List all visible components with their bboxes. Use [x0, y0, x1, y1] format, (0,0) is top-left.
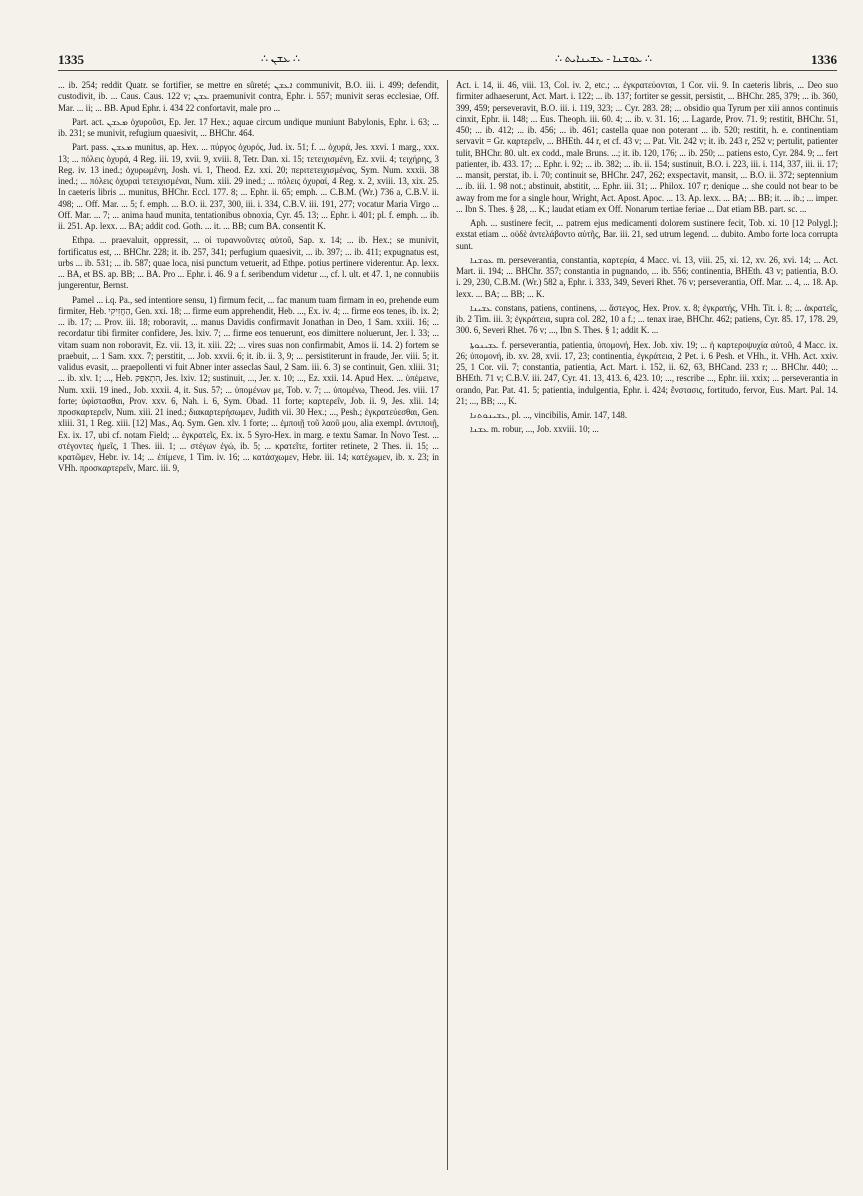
running-head-left: ∴ ܥܫܢ ∴: [261, 53, 301, 65]
page-number-right: 1336: [811, 52, 837, 67]
entry-paragraph: Pamel ... i.q. Pa., sed intentiore sensu, 1) firmum fecit, ... fac manum tuam firmam in eo, prehende eum firmiter, Heb. הַחֲזִיקִי, Gen. xxi. 18; ... firme eum apprehendit, Heb. ..., Ex. iv. 4; ... firme eos tenes, ib. ix. 2; ... ib. 17; ... Prov. iii. 18; roboravit, ... manus Davidis confirmavit Jonathan in Deo, 1 Sam. xxiii. 16; ... recordatur tibi firmiter confidere, Jes. lxiv. 7; ... firme eos tenuerunt, eos dimittere noluerunt, Jer. l. 33; ... vitam suam non roboravit, Ez. vii. 13, it. xiii. 22; ... vires suas non confirmabit, Amos ii. 14. 2) fortem se praebuit, ... 1 Sam. xxx. 7; perstitit, ... Job. xxvii. 6; it. ib. ii. 3, 9; ... persistiterunt in fraude, Jer. viii. 5; it. validus evasit, ... praepollenti vi fuit Abner inter asseclas Saul, 2 Sam. iii. 6. 3) se continuit, Gen. xliii. 31; ... ib. xlv. 1; ..., Heb. הִתְאַפַּק, Jes. lxiv. 12; sustinuit, ..., Jer. x. 10; ..., Ez. xxii. 14. Apud Hex. ... ὑπέμεινε, Num. xxii. 19 ined., Job. xxxii. 4, it. Sus. 57; ... ὑπομένων με, Tob. v. 7; ... ὑπομένω, Theod. Jes. viii. 17 forte; ὑφίστασθαι, Prov. xxv. 6, Nah. i. 6, Sym. Obad. 11 forte; καρτερεῖν, Job. ii. 9, Jes. xlii. 14; προσκαρτερεῖν, Num. xiii. 21 ined.; διακαρτερήσωμεν, Judith vii. 30 Hex.; ..., Pesh.; ἐγκρατεύεσθαι, Gen. xliii. 31, 1 Reg. xiii. [12] Mas., Aq. Sym. Gen. xlv. 1 forte; ... ἐμποιῇ τοῦ λαοῦ μου, alia exempl. ἀντιποιῇ, Ex. ix. 17, ubi cf. notam Field; ... ἐγκρατεῖς, Ex. ix. 5 Syro-Hex. in marg. e textu Samar. In Novo Test. ... στέγοντες ἡμεῖς, 1 Thes. iii. 1; ... στέγων ἐγώ, ib. 5; ... κρατεῖτε, fortiter retinete, 2 Thes. ii. 15; ... κρατῶμεν, Hebr. iv. 14; ... ἐπίμενε, 1 Tim. iv. 16; ... κατάσχωμεν, Hebr. iii. 14; κατέχωμεν, ib. x. 23; in VHh. προσκαρτερεῖν, Marc. iii. 9,: [58, 294, 439, 474]
running-head-right: ∴ ܥܘܫܢܐ - ܥܫܝܢܐܝܬ ∴: [555, 53, 652, 65]
left-column: [58, 80, 439, 1180]
entry-paragraph: ܥܫܝܢܘܬܢܐ, pl. ..., vincibilis, Amir. 147, 148.: [470, 410, 628, 420]
entry-paragraph: Aph. ... sustinere fecit, ... patrem ejus medicamenti dolorem sustinere fecit, Tob. xi. 10 [12 Polygl.]; exstat etiam ... οὐδὲ ἀντελάβοντο αὐτῆς, Bar. iii. 21, sed utrum legend. ... dubito. Ambo forte loca corrupta sunt.: [456, 218, 838, 251]
entry-paragraph: ܥܫܝܢܐ constans, patiens, continens, ... ἄστεγος, Hex. Prov. x. 8; ἐγκρατής, VHh. Tit. i. 8; ... ἀκρατεῖς, ib. 2 Tim. iii. 3; ἐγκράτεια, supra col. 282, 10 a f.; ... tenax irae, BHChr. 462; patiens, Cyr. 85. 17, 178. 29, 300. 6, Severi Rhet. 76 v; ..., Ibn S. Thes. § 1; addit K. ...: [456, 302, 838, 336]
column-divider: [447, 80, 448, 1170]
header-rule: [58, 70, 837, 71]
entry-paragraph: ܥܫܢܐ m. robur, ..., Job. xxviii. 10; ...: [470, 424, 599, 435]
page-number-left: 1335: [58, 52, 84, 67]
entry-paragraph: ܥܘܫܢܐ m. perseverantia, constantia, καρτερία, 4 Macc. vi. 13, viii. 25, xi. 12, xv. 26, xvi. 14; ... Act. Mart. ii. 194; ... BHChr. 357; constantia in pugnando, ... ib. 556; continentia, BHEth. 43 v; patientia, B.O. i. 29, 230, C.B.M. (Wr.) 582 a, Ephr. i. 333, 349, Severi Rhet. 76 v; perseverantia, Off. Mar. ... 4, ... 18. Ap. lexx. ... BA; ... BB; ... K.: [456, 254, 838, 299]
entry-paragraph: Part. act. ܡܥܫܢ ὀχυροῦσι, Ep. Jer. 17 Hex.; aquae circum undique muniunt Babylonis, Ephr. i. 63; ... ib. 231; se munivit, refugium quaesivit, ... BHChr. 464.: [58, 116, 439, 138]
entry-paragraph: Part. pass. ܡܥܫܢ munitus, ap. Hex. ... πύργος ὀχυρός, Jud. ix. 51; f. ... ὀχυρά, Jes. xxvi. 1 marg., xxx. 13; ... πόλεις ὀχυρά, 4 Reg. iii. 19, xvii. 9, xviii. 8, Tetr. Dan. xi. 15; τετειχισμένη, Ez. xvii. 4; τειχήρης, 3 Reg. iv. 13 ined.; ὀχυρωμένη, Josh. vi. 1, Theod. Ez. xxi. 20; περιτετειχισμένας, Sym. Num. xxxii. 38 ined.; ... πόλεις ὀχυραὶ τετειχισμέναι, Num. xiii. 29 ined.; ... πόλεις ὀχυραί, 4 Reg. x. 2, xviii. 13, xix. 25. In caeteris libris ... munitus, BHChr. Eccl. 177. 8; ... Ephr. ii. 65; emph. ... C.B.M. (Wr.) 736 a, C.B.V. ii. 498; ... Off. Mar. ... 5; f. emph. ... B.O. ii. 237, 300, iii. i. 334, C.B.V. iii. 191, 277; vocatur Maria Virgo ... Off. Mar. ... 7; ... anima haud munita, tentationibus obnoxia, Cyr. 45. 13; ... Ephr. i. 401; pl. f. emph. ... ib. ii. 251. Ap. lexx. ... BA; addit cod. Goth. ... it. ... BB; cum BA. consentit K.: [58, 142, 439, 231]
right-column: [456, 80, 838, 1180]
entry-paragraph: Act. i. 14, ii. 46, viii. 13, Col. iv. 2, etc.; ... ἐγκρατεύονται, 1 Cor. vii. 9. In caeteris libris, ... Deo suo firmiter adhaeserunt, Act. Mart. i. 122; ... ib. 137; fortiter se gessit, persistit, ... BHChr. 285, 379; ... ib. 360, 399, 459; perseveravit, B.O. iii. i. 119, 323; ... Cyr. 283. 28; ... obsidio qua Tyrum per xiii annos continuis cinxit, Ephr. ii. 148; ... Eus. Theoph. iii. 60. 4; ... ib. v. 31. 16; ... Lagarde, Prov. 71. 9; restitit, BHChr. 51, 450; ... ib. 412; ... ib. 456; ... ib. 461; castella quae non poterant ... ib. 520; restitit, h. e. continentiam servavit = Gr. καρτερεῖν, ... BHEth. 44 r, et cf. 43 v; ... Pat. Vit. 242 v; it. ib. 243 r, 252 v; pertulit, patienter tulit, BHChr. 80. ult. ex codd., male Bruns. ...; it. ib. 120, 176; ... ib. 250; ... patiens esto, Cyr. 284. 9; ... fert patienter, ib. 433. 17; ... Ephr. i. 92; ... ib. 382; ... ib. ii. 154; sustinuit, B.O. i. 223, iii. i. 114, 337, iii. ii. 17; ... mansit, perstat, ib. i. 70; continuit se, BHChr. 247, 262; exspectavit, mansit, ... B.O. ii. 372; septennium ... ib. iii. 1. 98 not.; abstinuit, abstitit, ... Ephr. iii. 31; ... Philox. 107 r; denique ... she could not bear to be away from me for a single hour, Wright, Act. Apost. Apoc. ... 13. Ap. lexx. ... BA; ... BB; it. ... ib.; ... imper. ... Ibn S. Thes. § 28, ... K.; laudat etiam ex Off. Nonarum tertiae feriae ... Dat etiam BB. part. sc. ...: [456, 80, 838, 214]
entry-paragraph: Ethpa. ... praevaluit, oppressit, ... οἱ τυραννοῦντες αὐτοῦ, Sap. x. 14; ... ib. Hex.; se munivit, fortificatus est, ... BHChr. 228; it. ib. 257, 341; perfugium quaesivit, ... ib. 397; ... ib. 411; expugnatus est, urbs ... ib. 531; ... ib. 587; quae loca, nisi punctum vetuerit, ad Ethpe. potius pertinere viderentur. Ap. lexx. ... BA, et BS. ap. BB; ... BA. Pro ... Ephr. i. 46. 9 a f. seribendum videtur ..., cf. l. ult. et 47. 1, ne connubiis jungerentur, Bernst.: [58, 235, 439, 291]
entry-paragraph: ... ib. 254; reddit Quatr. se fortifier, se mettre en sûreté; ܐܥܫܢ communivit, B.O. iii. i. 499; defendit, custodivit, ib. ... Caus. Caus. 122 v; ܥܫܢ praemunivit contra, Ephr. i. 557; munivit seras ecclesiae, Off. Mar. ... ii; ... BB. Apud Ephr. i. 434 22 confortavit, male pro ...: [58, 80, 439, 113]
entry-paragraph: ܥܫܝܢܘܬܐ f. perseverantia, patientia, ὑπομονή, Hex. Job. xiv. 19; ... ἡ καρτεροψυχία αὐτοῦ, 4 Macc. ix. 26; ὑπομονή, ib. xv. 28, xvii. 17, 23; continentia, ἐγκράτεια, 2 Pet. i. 6 Pesh. et VHh., it. VHh. Act. xxiv. 25, 1 Cor. vii. 7; constantia, patientia, Act. Mart. i. 152, ii. 62, 63, BHCand. 233 r; ... BHChr. 440; ... BHEth. 71 v; C.B.V. iii. 247, Cyr. 41. 13, 413. 6, 423. 10; ..., rescribe ..., Ephr. iii. xxix; ... perseverantia in orando, Par. Pat. 41. 5; patientia, indulgentia, Ephr. i. 424; ἔνστασις, fortitudo, fervor, Eus. Mart. Pal. 14. 21; ..., BB; ..., K.: [456, 339, 838, 406]
